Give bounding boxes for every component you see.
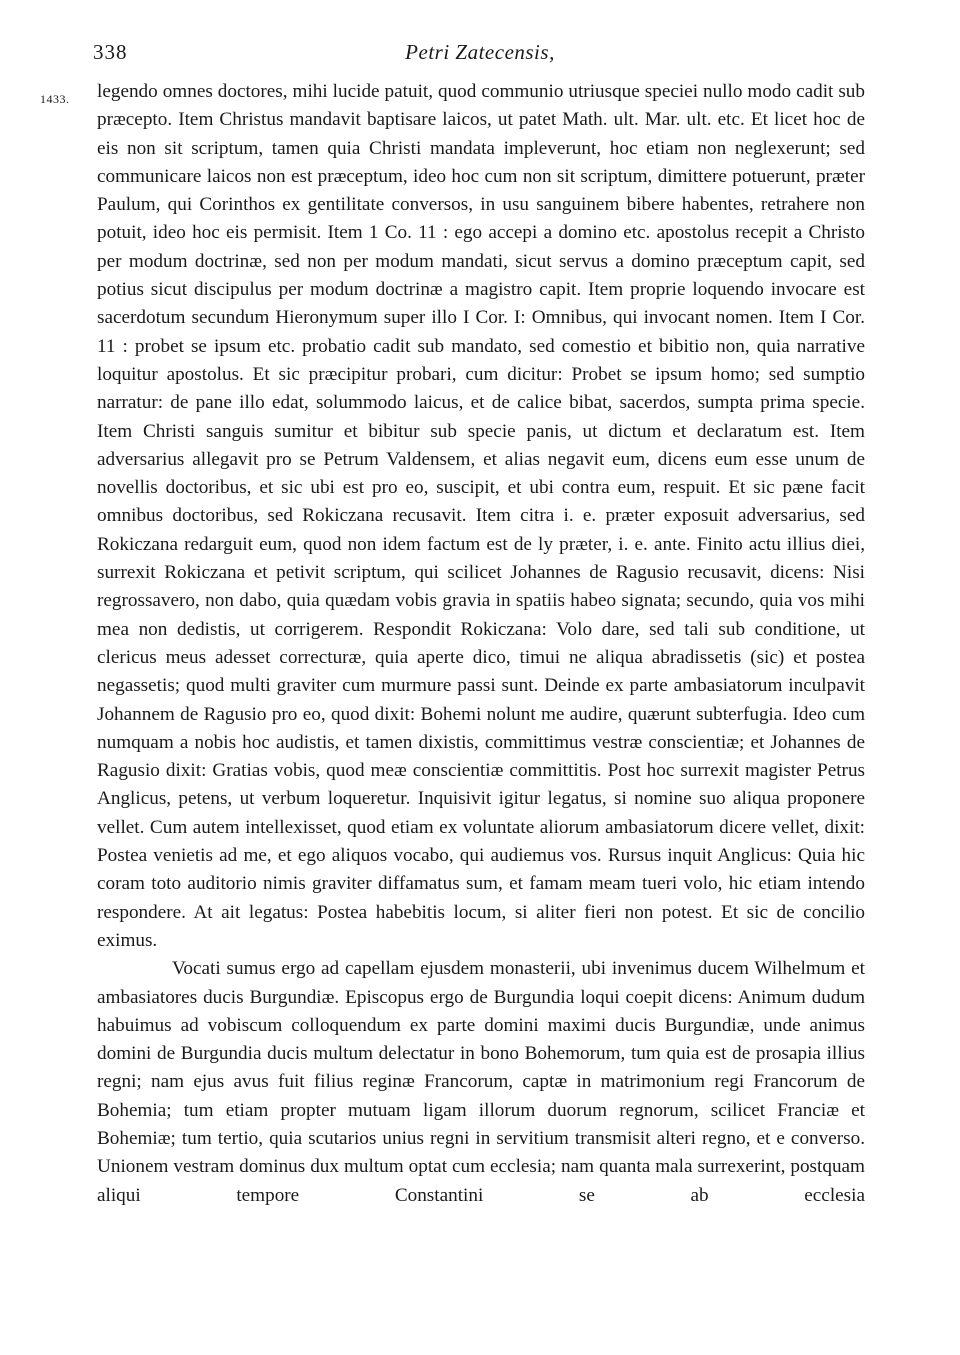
margin-year-note: 1433.: [40, 92, 70, 106]
paragraph-1: legendo omnes doctores, mihi lucide patuit, quod communio utriusque speciei nullo modo cadit sub præcepto. Item Christus mandavit baptisare laicos, ut patet Math. ult. Mar. ult. etc. Et licet hoc de eis non sit scriptum, tamen quia Christi mandata impleverunt, hoc etiam non neglexerunt; sed communicare laicos non est præceptum, ideo hoc cum non sit scriptum, dimittere potuerunt, præter Paulum, qui Corinthos ex gentilitate conversos, in usu sanguinem bibere habentes, retrahere non potuit, ideo hoc eis permisit. Item 1 Co. 11 : ego accepi a domino etc. apostolus recepit a Christo per modum doctrinæ, sed non per modum mandati, sicut servus a domino præceptum capit, sed potius sicut discipulus per modum doctrinæ a magistro capit. Item proprie loquendo invocare est sacerdotum secundum Hieronymum super illo I Cor. I: Omnibus, qui invocant nomen. Item I Cor. 11 : probet se ipsum etc. probatio cadit sub mandato, sed comestio et bibitio non, quia narrative loquitur apostolus. Et sic præcipitur probari, cum dicitur: Probet se ipsum homo; sed sumptio narratur: de pane illo edat, solummodo laicus, et de calice bibat, sacerdos, sumpta prima specie. Item Christi sanguis sumitur et bibitur sub specie panis, ut dictum et declaratum est. Item adversarius allegavit pro se Petrum Valdensem, et alias negavit eum, dicens eum esse unum de novellis doctoribus, et sic ubi est pro eo, suscipit, et ubi contra eum, respuit. Et sic pæne facit omnibus doctoribus, sed Rokiczana recusavit. Item citra i. e. præter exposuit adversarius, sed Rokiczana redarguit eum, quod non idem factum est de ly præter, i. e. ante. Finito actu illius diei, surrexit Rokiczana et petivit scriptum, qui scilicet Johannes de Ragusio recusavit, dicens: Nisi regrossavero, non dabo, quia quædam vobis gravia in spatiis habeo signata; secundo, quia vos mihi mea non dedistis, ut corrigerem. Respondit Rokiczana: Volo dare, sed tali sub conditione, ut clericus meus adesset correcturæ, quia aperte dico, timui ne aliqua abradissetis (sic) et postea negassetis; quod multi graviter cum murmure passi sunt. Deinde ex parte ambasiatorum inculpavit Johannem de Ragusio pro eo, quod dixit: Bohemi nolunt me audire, quærunt subterfugia. Ideo cum numquam a nobis hoc audistis, et tamen dixistis, committimus vestræ conscientiæ; et Johannes de Ragusio dixit: Gratias vobis, quod meæ conscientiæ committitis. Post hoc surrexit magister Petrus Anglicus, petens, ut verbum loqueretur. Inquisivit igitur legatus, si nomine suo aliqua proponere vellet. Cum autem intellexisset, quod etiam ex voluntate aliorum ambasiatorum dicere vellet, dixit: Postea venietis ad me, et ego aliquos vocabo, qui audiemus vos. Rursus inquit Anglicus: Quia hic coram toto auditorio nimis graviter diffamatus sum, et famam meam tueri volo, hic etiam intendo respondere. At ait legatus: Postea habebitis locum, si aliter fieri non potest. Et sic de concilio eximus.: [97, 81, 865, 951]
body-text: [97, 78, 865, 1210]
paragraph-2: Vocati sumus ergo ad capellam ejusdem monasterii, ubi invenimus ducem Wilhelmum et ambasiatores ducis Burgundiæ. Episcopus ergo de Burgundia loqui coepit dicens: Animum dudum habuimus ad vobiscum colloquendum ex parte domini maximi ducis Burgundiæ, unde animus domini de Burgundia ducis multum delectatur in bono Bohemorum, tum quia est de prosapia illius regni; nam ejus avus fuit filius reginæ Francorum, captæ in matrimonium regi Francorum de Bohemia; tum etiam propter mutuam ligam illorum duorum regnorum, scilicet Franciæ et Bohemiæ; tum tertio, quia scutarios unius regni in servitium transmisit alteri regno, et e converso. Unionem vestram dominus dux multum optat cum ecclesia; nam quanta mala surrexerint, postquam aliqui tempore Constantini se ab ecclesia: [97, 958, 865, 1206]
running-title: Petri Zatecensis,: [405, 40, 555, 64]
page-number: 338: [93, 40, 128, 64]
